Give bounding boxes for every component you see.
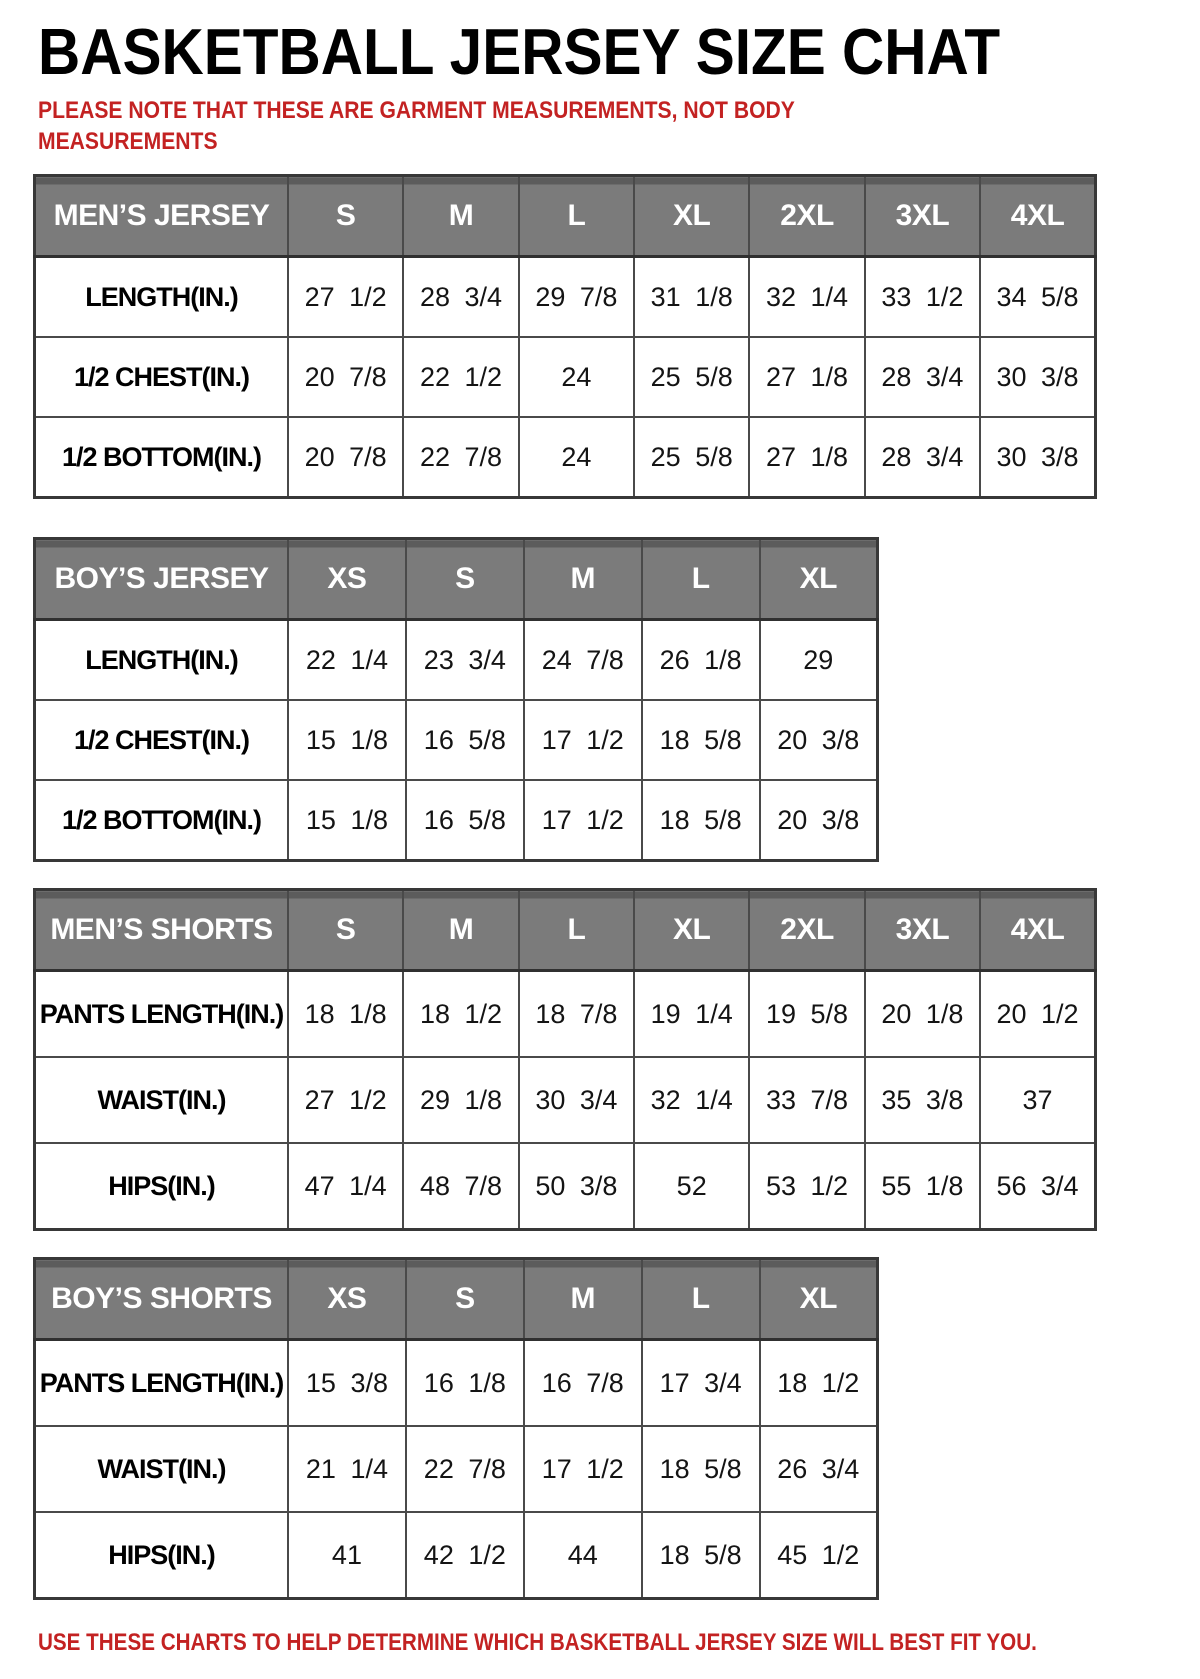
measurement-value: 22 1/2 — [403, 337, 518, 417]
measurement-value: 55 1/8 — [865, 1143, 980, 1230]
measurement-value: 16 5/8 — [406, 700, 524, 780]
measurement-value: 56 3/4 — [980, 1143, 1095, 1230]
measurement-value: 48 7/8 — [403, 1143, 518, 1230]
measurement-label: LENGTH(IN.) — [35, 257, 289, 338]
measurement-value: 25 5/8 — [634, 417, 749, 498]
measurement-label: PANTS LENGTH(IN.) — [35, 1340, 289, 1427]
boys-jersey-title-cell: BOY’S JERSEY — [35, 539, 289, 620]
measurement-value: 18 1/2 — [760, 1340, 878, 1427]
size-header-cell: M — [403, 176, 518, 257]
mens-shorts-section — [33, 888, 1200, 1231]
measurement-value: 26 1/8 — [642, 620, 760, 701]
mens-jersey-row — [35, 417, 1096, 498]
measurement-value: 27 1/2 — [288, 257, 403, 338]
mens-jersey-header-row — [35, 176, 1096, 257]
measurement-value: 44 — [524, 1512, 642, 1599]
mens-shorts-table — [33, 888, 1097, 1231]
mens-jersey-section — [33, 174, 1200, 499]
measurement-value: 27 1/8 — [749, 337, 864, 417]
size-header-cell: L — [519, 176, 634, 257]
measurement-value: 53 1/2 — [749, 1143, 864, 1230]
measurement-value: 15 3/8 — [288, 1340, 406, 1427]
size-header-cell: M — [524, 1259, 642, 1340]
measurement-label: LENGTH(IN.) — [35, 620, 289, 701]
measurement-value: 25 5/8 — [634, 337, 749, 417]
boys-shorts-section — [33, 1257, 1200, 1600]
measurement-value: 16 5/8 — [406, 780, 524, 861]
measurement-value: 17 1/2 — [524, 700, 642, 780]
fit-advice-note: USE THESE CHARTS TO HELP DETERMINE WHICH BASKETBALL JERSEY SIZE WILL BEST FIT YOU. — [38, 1629, 1037, 1657]
size-header-cell: M — [403, 890, 518, 971]
measurement-value: 37 — [980, 1057, 1095, 1143]
measurement-label: HIPS(IN.) — [35, 1512, 289, 1599]
measurement-value: 19 1/4 — [634, 971, 749, 1058]
measurement-value: 33 1/2 — [865, 257, 980, 338]
mens-shorts-header-row — [35, 890, 1096, 971]
measurement-value: 31 1/8 — [634, 257, 749, 338]
measurement-label: 1/2 BOTTOM(IN.) — [35, 417, 289, 498]
measurement-value: 32 1/4 — [749, 257, 864, 338]
size-header-cell: M — [524, 539, 642, 620]
measurement-value: 34 5/8 — [980, 257, 1095, 338]
measurement-value: 29 1/8 — [403, 1057, 518, 1143]
size-header-cell: XS — [288, 539, 406, 620]
boys-shorts-row — [35, 1512, 878, 1599]
measurement-value: 30 3/4 — [519, 1057, 634, 1143]
measurement-value: 15 1/8 — [288, 700, 406, 780]
measurement-value: 21 1/4 — [288, 1426, 406, 1512]
boys-shorts-table — [33, 1257, 879, 1600]
page-title: BASKETBALL JERSEY SIZE CHAT — [38, 15, 1001, 88]
measurement-value: 18 1/8 — [288, 971, 403, 1058]
measurement-value: 28 3/4 — [865, 337, 980, 417]
measurement-value: 15 1/8 — [288, 780, 406, 861]
measurement-value: 28 3/4 — [403, 257, 518, 338]
mens-jersey-title-cell: MEN’S JERSEY — [35, 176, 289, 257]
garment-note-line-1: PLEASE NOTE THAT THESE ARE GARMENT MEASUREMENTS, NOT BODY — [38, 97, 795, 125]
size-header-cell: 3XL — [865, 176, 980, 257]
measurement-value: 18 5/8 — [642, 780, 760, 861]
size-header-cell: XL — [760, 539, 878, 620]
measurement-value: 33 7/8 — [749, 1057, 864, 1143]
measurement-value: 24 — [519, 417, 634, 498]
measurement-label: 1/2 CHEST(IN.) — [35, 337, 289, 417]
mens-jersey-row — [35, 257, 1096, 338]
measurement-value: 19 5/8 — [749, 971, 864, 1058]
size-header-cell: XL — [760, 1259, 878, 1340]
measurement-value: 29 7/8 — [519, 257, 634, 338]
measurement-value: 18 5/8 — [642, 1426, 760, 1512]
boys-shorts-row — [35, 1340, 878, 1427]
measurement-value: 26 3/4 — [760, 1426, 878, 1512]
measurement-value: 20 1/8 — [865, 971, 980, 1058]
boys-jersey-header-row — [35, 539, 878, 620]
measurement-value: 28 3/4 — [865, 417, 980, 498]
boys-jersey-section — [33, 537, 1200, 862]
measurement-label: 1/2 CHEST(IN.) — [35, 700, 289, 780]
measurement-value: 41 — [288, 1512, 406, 1599]
size-header-cell: 2XL — [749, 890, 864, 971]
measurement-value: 32 1/4 — [634, 1057, 749, 1143]
measurement-value: 20 1/2 — [980, 971, 1095, 1058]
measurement-value: 18 7/8 — [519, 971, 634, 1058]
size-header-cell: XL — [634, 176, 749, 257]
measurement-value: 27 1/8 — [749, 417, 864, 498]
measurement-value: 30 3/8 — [980, 337, 1095, 417]
boys-shorts-row — [35, 1426, 878, 1512]
size-header-cell: S — [406, 539, 524, 620]
measurement-value: 30 3/8 — [980, 417, 1095, 498]
size-header-cell: L — [642, 539, 760, 620]
measurement-value: 22 7/8 — [403, 417, 518, 498]
size-header-cell: 2XL — [749, 176, 864, 257]
measurement-value: 16 1/8 — [406, 1340, 524, 1427]
size-header-cell: 4XL — [980, 890, 1095, 971]
measurement-value: 50 3/8 — [519, 1143, 634, 1230]
mens-shorts-row — [35, 1057, 1096, 1143]
size-header-cell: L — [642, 1259, 760, 1340]
mens-shorts-row — [35, 1143, 1096, 1230]
boys-jersey-row — [35, 620, 878, 701]
measurement-value: 20 3/8 — [760, 700, 878, 780]
measurement-value: 29 — [760, 620, 878, 701]
measurement-value: 18 5/8 — [642, 1512, 760, 1599]
measurement-value: 35 3/8 — [865, 1057, 980, 1143]
measurement-label: PANTS LENGTH(IN.) — [35, 971, 289, 1058]
measurement-label: HIPS(IN.) — [35, 1143, 289, 1230]
measurement-value: 24 7/8 — [524, 620, 642, 701]
measurement-value: 20 3/8 — [760, 780, 878, 861]
measurement-value: 17 1/2 — [524, 780, 642, 861]
measurement-value: 18 1/2 — [403, 971, 518, 1058]
measurement-value: 22 7/8 — [406, 1426, 524, 1512]
boys-shorts-header-row — [35, 1259, 878, 1340]
measurement-label: WAIST(IN.) — [35, 1426, 289, 1512]
boys-jersey-row — [35, 700, 878, 780]
measurement-value: 18 5/8 — [642, 700, 760, 780]
measurement-value: 20 7/8 — [288, 417, 403, 498]
boys-jersey-row — [35, 780, 878, 861]
measurement-value: 17 3/4 — [642, 1340, 760, 1427]
size-header-cell: XS — [288, 1259, 406, 1340]
size-header-cell: S — [288, 890, 403, 971]
measurement-value: 47 1/4 — [288, 1143, 403, 1230]
size-header-cell: L — [519, 890, 634, 971]
measurement-value: 45 1/2 — [760, 1512, 878, 1599]
measurement-value: 17 1/2 — [524, 1426, 642, 1512]
mens-jersey-row — [35, 337, 1096, 417]
measurement-value: 22 1/4 — [288, 620, 406, 701]
boys-shorts-title-cell: BOY’S SHORTS — [35, 1259, 289, 1340]
measurement-value: 52 — [634, 1143, 749, 1230]
mens-shorts-title-cell: MEN’S SHORTS — [35, 890, 289, 971]
measurement-value: 42 1/2 — [406, 1512, 524, 1599]
size-header-cell: S — [288, 176, 403, 257]
garment-note-line-2: MEASUREMENTS — [38, 128, 218, 156]
measurement-value: 24 — [519, 337, 634, 417]
measurement-value: 23 3/4 — [406, 620, 524, 701]
size-header-cell: XL — [634, 890, 749, 971]
measurement-label: WAIST(IN.) — [35, 1057, 289, 1143]
measurement-value: 16 7/8 — [524, 1340, 642, 1427]
boys-jersey-table — [33, 537, 879, 862]
size-header-cell: 4XL — [980, 176, 1095, 257]
size-header-cell: 3XL — [865, 890, 980, 971]
measurement-value: 20 7/8 — [288, 337, 403, 417]
measurement-value: 27 1/2 — [288, 1057, 403, 1143]
garment-measurement-note — [38, 96, 1061, 158]
measurement-label: 1/2 BOTTOM(IN.) — [35, 780, 289, 861]
mens-jersey-table — [33, 174, 1097, 499]
size-header-cell: S — [406, 1259, 524, 1340]
mens-shorts-row — [35, 971, 1096, 1058]
